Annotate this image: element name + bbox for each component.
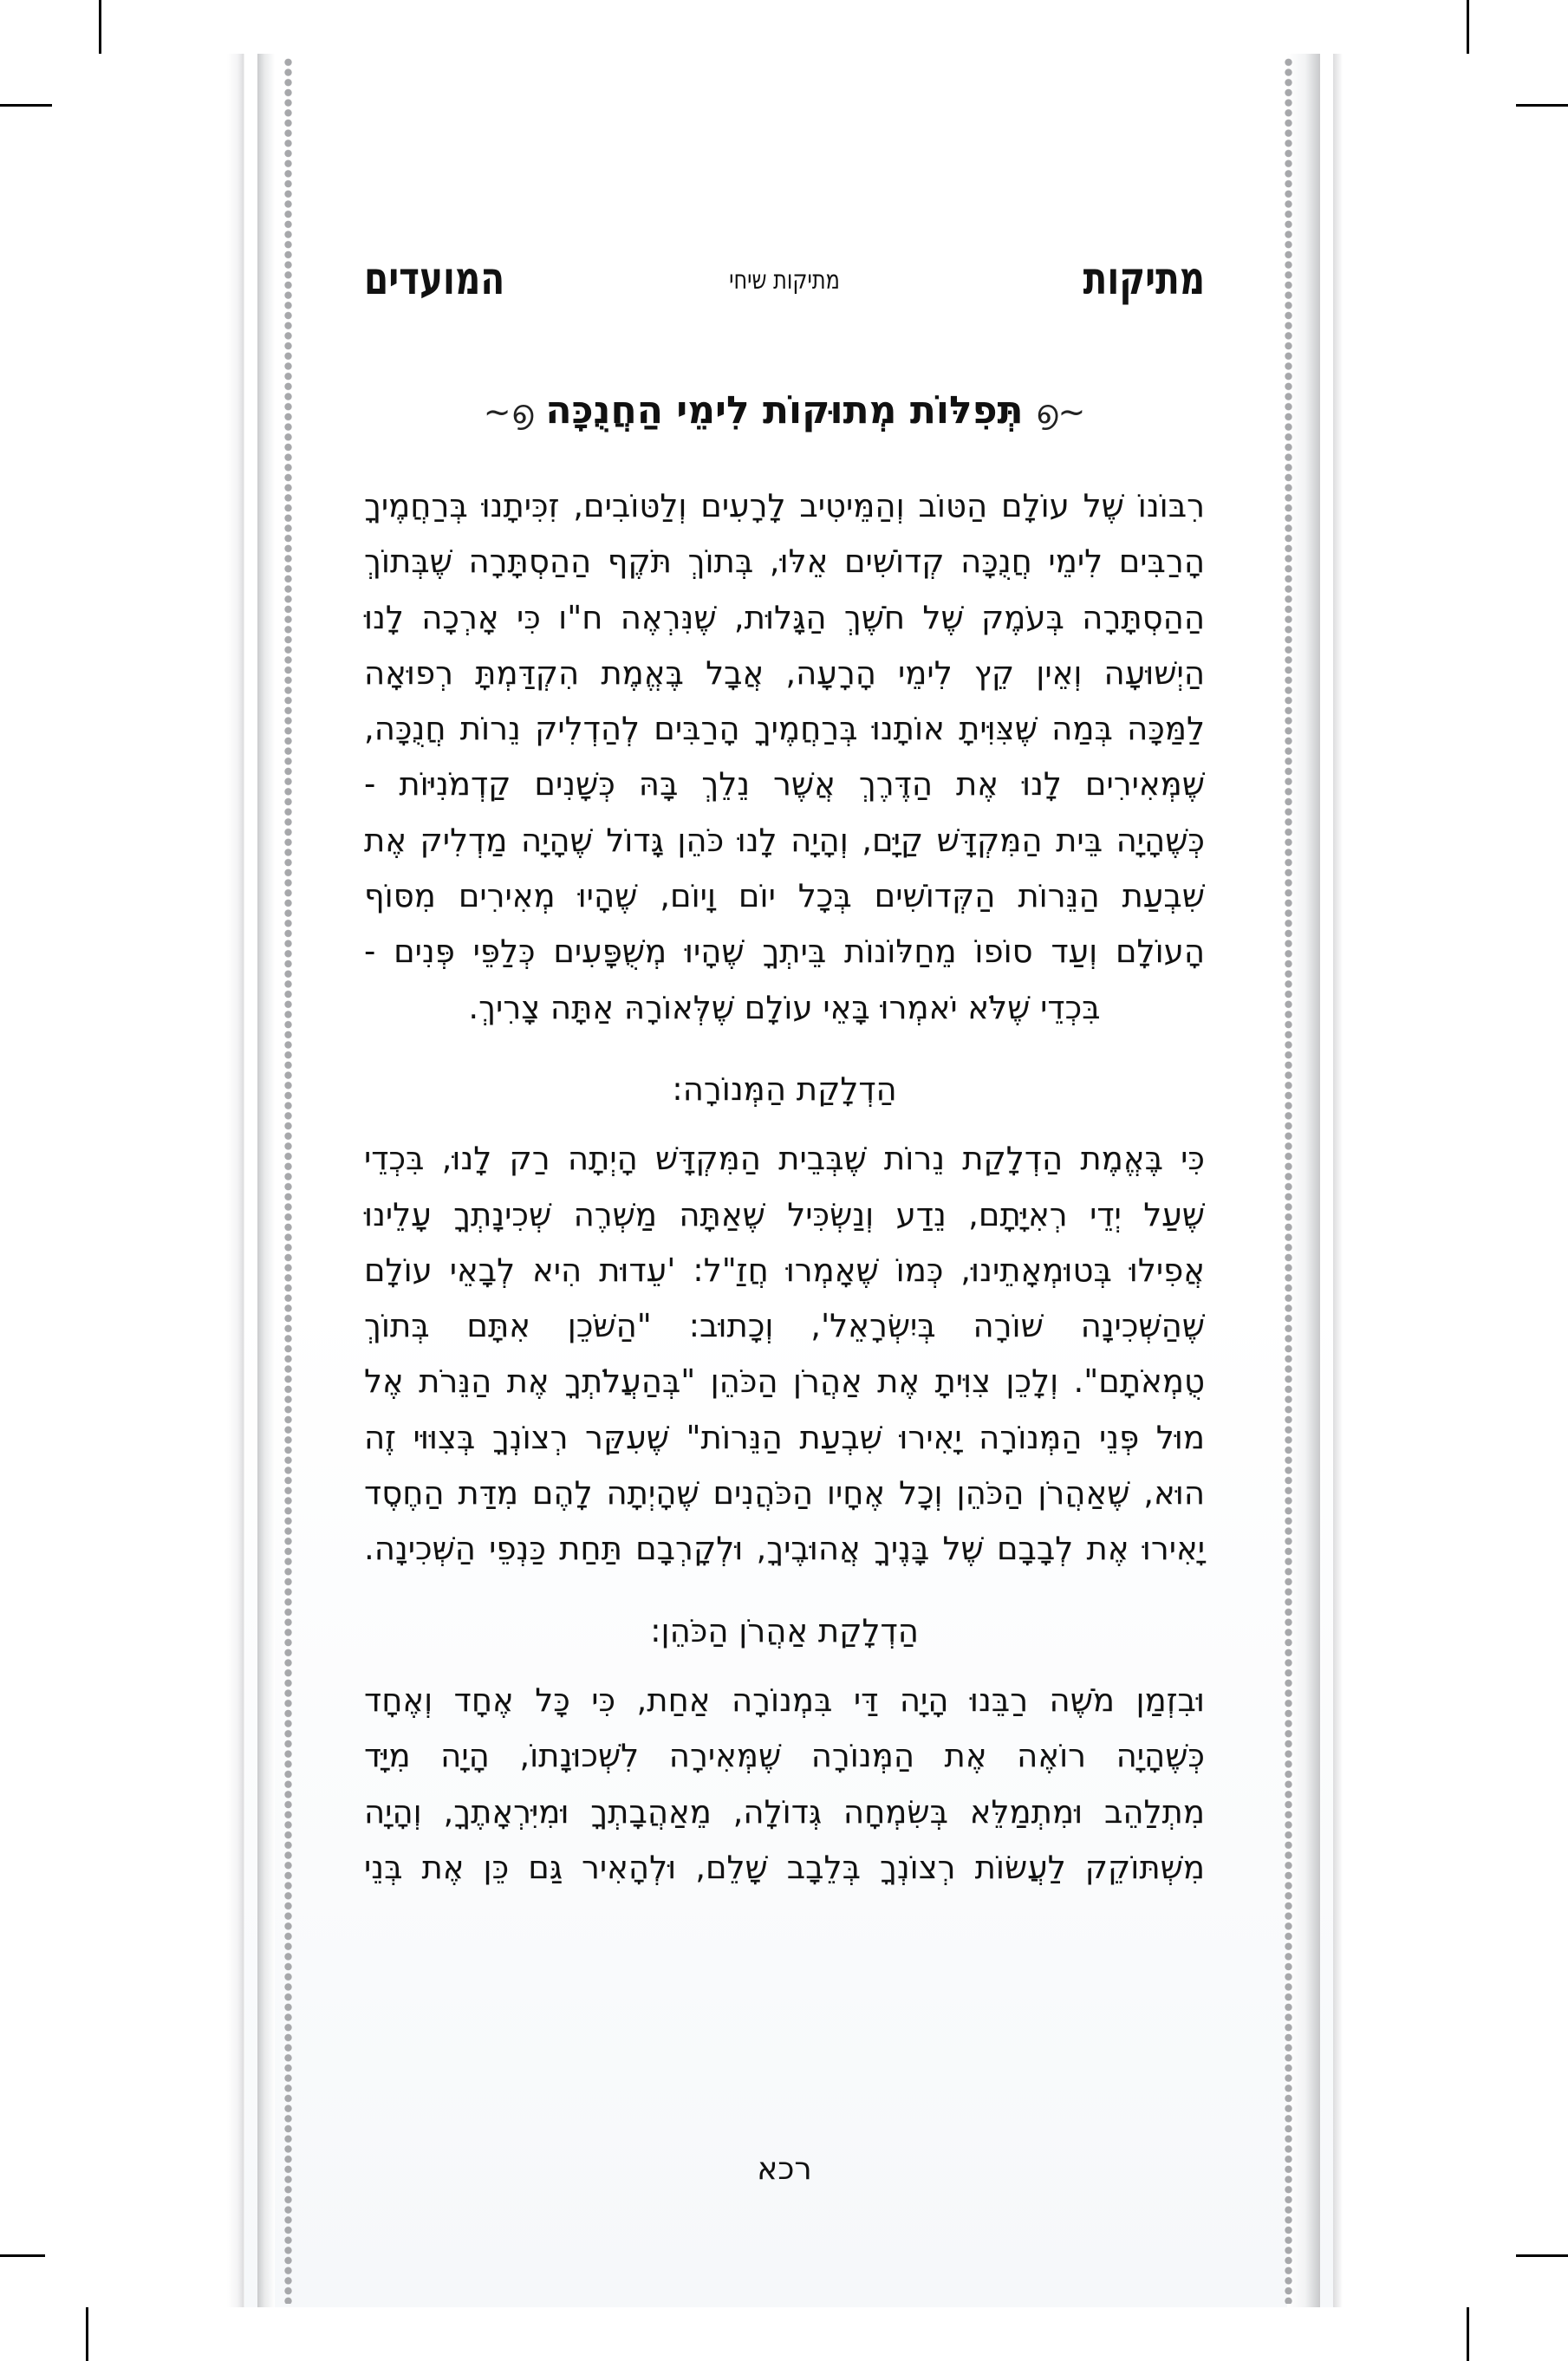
paragraph-intro [364,478,1205,1036]
body-text [364,478,1205,1896]
text-line: כְּשֶׁהָיָה רוֹאֶה אֶת הַמְּנוֹרָה שֶׁמְּאִירָה לִשְׁכוּנָתוֹ, הָיָה מִיָּד [364,1737,1205,1775]
text-line: שֶׁהַשְּׁכִינָה שׁוֹרָה בְּיִשְׂרָאֵל', וְכָתוּב: "הַשֹּׁכֵן אִתָּם בְּתוֹךְ [364,1307,1205,1345]
text-line: שֶׁעַל יְדֵי רְאִיָּתָם, נֵדַע וְנַשְׂכִּיל שֶׁאַתָּה מַשְׁרֶה שְׁכִינָתְךָ עָלֵינוּ [364,1195,1205,1233]
crop-mark-bottom-right-horizontal [1516,2254,1568,2257]
chapter-title-text: תְּפִלּוֹת מְתוּקוֹת לִימֵי הַחֲנֻכָּה [545,388,1024,433]
swirl-ornament-right-icon: ~൭ [1035,393,1086,431]
swirl-ornament-left-icon: ൭~ [483,393,534,431]
text-line: שִׁבְעַת הַנֵּרוֹת הַקְּדוֹשִׁים בְּכָל יוֹם וָיוֹם, שֶׁהָיוּ מְאִירִים מִסּוֹף [364,877,1205,915]
page-number: רכא [757,2151,812,2187]
crop-mark-top-right-horizontal [1516,104,1568,107]
text-line: הוּא, שֶׁאַהֲרֹן הַכֹּהֵן וְכָל אֶחָיו הַכֹּהֲנִים שֶׁהָיְתָה לָהֶם מִדַּת הַחֶסֶד [364,1474,1205,1512]
text-line: הָעוֹלָם וְעַד סוֹפוֹ מֵחַלּוֹנוֹת בֵּיתְךָ שֶׁהָיוּ מְשֻׁפָּעִים כְּלַפֵּי פְּנִים - [364,933,1205,971]
text-line: רִבּוֹנוֹ שֶׁל עוֹלָם הַטּוֹב וְהַמֵּיטִיב לָרָעִים וְלַטּוֹבִים, זִכִּיתָנוּ בְּרַחֲמֶיךָ [364,487,1205,524]
crop-mark-bottom-left-horizontal [0,2254,45,2257]
right-border-bar-outer [1333,54,1345,2307]
crop-mark-top-left-horizontal [0,104,52,107]
running-head-book-title: מתיקות [1083,253,1205,305]
section-heading-aharon: הַדְלָקַת אַהֲרֹן הַכֹּהֵן: [650,1611,919,1649]
text-line: מוּל פְּנֵי הַמְּנוֹרָה יָאִירוּ שִׁבְעַת הַנֵּרוֹת" שֶׁעִקַּר רְצוֹנְךָ בְּצִוּוּי זֶה [364,1418,1205,1456]
text-line: וּבִזְמַן מֹשֶׁה רַבֵּנוּ הָיָה דַּי בִּמְנוֹרָה אַחַת, כִּי כָּל אֶחָד וְאֶחָד [364,1681,1205,1719]
crop-mark-top-left-vertical [99,0,101,54]
text-line: מִשְׁתּוֹקֵק לַעֲשׂוֹת רְצוֹנְךָ בְּלֵבָב שָׁלֵם, וּלְהָאִיר גַּם כֵּן אֶת בְּנֵי [364,1848,1205,1886]
text-line: שֶׁמְּאִירִים לָנוּ אֶת הַדֶּרֶךְ אֲשֶׁר נֵלֵךְ בָּהּ כְּשָׁנִים קַדְמֹנִיּוֹת - [364,765,1205,803]
crop-mark-bottom-right-vertical [1467,2307,1469,2361]
left-border-bar-inner [257,54,275,2307]
chapter-title [364,388,1205,433]
text-line: הַיְשׁוּעָה וְאֵין קֵץ לִימֵי הָרָעָה, אֲבָל בֶּאֱמֶת הִקְדַּמְתָּ רְפוּאָה [364,654,1205,692]
text-line: אֲפִילוּ בְּטוּמְאָתֵינוּ, כְּמוֹ שֶׁאָמְרוּ חֲזַ"ל: 'עֵדוּת הִיא לְבָאֵי עוֹלָם [364,1251,1205,1289]
left-dotted-border [284,57,292,2304]
text-line: מִתְלַהֵב וּמִתְמַלֵּא בְּשִׂמְחָה גְּדוֹלָה, מֵאַהֲבָתְךָ וּמִיִּרְאָתֶךָ, וְהָיָה [364,1792,1205,1831]
crop-mark-bottom-left-vertical [86,2307,88,2361]
text-line: טֻמְאֹתָם". וְלָכֵן צִוִּיתָ אֶת אַהֲרֹן הַכֹּהֵן "בְּהַעֲלֹתְךָ אֶת הַנֵּרֹת אֶל [364,1363,1205,1401]
page-content [364,54,1205,2307]
left-border-bar-outer [227,54,244,2307]
running-head [364,253,1205,314]
right-dotted-border [1285,57,1292,2304]
paragraph-menorah [364,1131,1205,1577]
text-line: הַהַסְתָּרָה בְּעֹמֶק שֶׁל חֹשֶׁךְ הַגָּלוּת, שֶׁנִּרְאֶה ח"ו כִּי אָרְכָה לָנוּ [364,598,1205,636]
section-heading-menorah: הַדְלָקַת הַמְּנוֹרָה: [672,1070,897,1108]
text-line: יָאִירוּ אֶת לְבָבָם שֶׁל בָּנֶיךָ אֲהוּבֶיךָ, וּלְקָרְבָם תַּחַת כַּנְפֵי הַשְּׁכִינָה. [364,1530,1205,1568]
text-line: הָרַבִּים לִימֵי חֲנֻכָּה קְדוֹשִׁים אֵלּוּ, בְּתוֹךְ תֹּקֶף הַהַסְתָּרָה שֶׁבְּתוֹךְ [364,543,1205,581]
paragraph-aharon [364,1673,1205,1896]
text-line: כִּי בֶּאֱמֶת הַדְלָקַת נֵרוֹת שֶׁבְּבֵית הַמִּקְדָּשׁ הָיְתָה רַק לָנוּ, בִּכְדֵי [364,1140,1205,1178]
text-line: לַמַּכָּה בְּמַה שֶּׁצִּוִּיתָ אוֹתָנוּ בְּרַחֲמֶיךָ הָרַבִּים לְהַדְלִיק נֵרוֹת חֲנֻכָּה, [364,710,1205,748]
book-page [227,54,1345,2307]
running-head-section: המועדים [364,253,505,305]
crop-mark-top-right-vertical [1467,0,1469,54]
text-line: בִּכְדֵי שֶׁלֹּא יֹאמְרוּ בָּאֵי עוֹלָם שֶׁלְּאוֹרָהּ אַתָּה צָרִיךְ. [468,988,1101,1026]
text-line: כְּשֶׁהָיָה בֵּית הַמִּקְדָּשׁ קַיָּם, וְהָיָה לָנוּ כֹּהֵן גָּדוֹל שֶׁהָיָה מַדְלִיק אֶת [364,821,1205,859]
running-head-series: מתיקות שיחי [729,265,840,296]
